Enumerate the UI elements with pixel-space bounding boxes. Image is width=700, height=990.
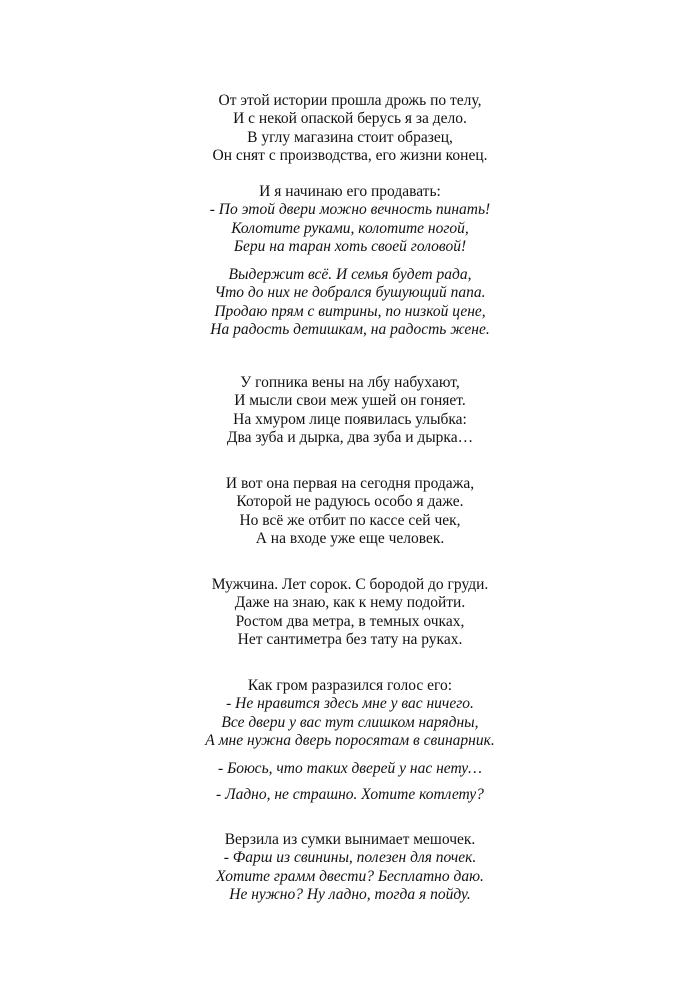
poem-line: На радость детишкам, на радость жене. — [210, 321, 490, 339]
stanza-4 — [0, 374, 700, 448]
stanza-8 — [0, 760, 700, 778]
poem-line: Что до них не добрался бушующий папа. — [214, 284, 486, 302]
poem-line: У гопника вены на лбу набухают, — [240, 374, 460, 391]
poem-line: Не нужно? Ну ладно, тогда я пойду. — [229, 886, 471, 904]
stanza-2 — [0, 183, 700, 257]
poem-line: Верзила из сумки вынимает мешочек. — [224, 831, 476, 848]
poem-line: И с некой опаской берусь я за дело. — [233, 110, 467, 128]
poem-line: Ростом два метра, в темных очках, — [235, 612, 465, 630]
poem-line: Которой не радуюсь особо я даже. — [236, 493, 464, 511]
poem-line: Даже на знаю, как к нему подойти. — [234, 594, 466, 612]
poem-line: В углу магазина стоит образец, — [247, 128, 453, 146]
poem-line: Но всё же отбит по кассе сей чек, — [239, 511, 461, 529]
poem-line: - По этой двери можно вечность пинать! — [209, 201, 491, 219]
poem-line: - Ладно, не страшно. Хотите котлету? — [216, 786, 484, 803]
poem-line: - Боюсь, что таких дверей у нас нету… — [218, 760, 482, 777]
poem-line: А мне нужна дверь поросятам в свинарник. — [205, 732, 495, 750]
poem-line: Все двери у вас тут слишком нарядны, — [221, 713, 479, 731]
poem-line: И я начинаю его продавать: — [259, 183, 441, 200]
poem-line: Колотите руками, колотите ногой, — [231, 219, 469, 237]
poem-line: - Фарш из свинины, полезен для почек. — [223, 849, 477, 867]
poem-line: Выдержит всё. И семья будет рада, — [228, 266, 472, 283]
stanza-10 — [0, 831, 700, 905]
poem-line: Хотите грамм двести? Бесплатно даю. — [216, 867, 484, 885]
poem-line: От этой истории прошла дрожь по телу, — [218, 92, 482, 109]
poem-line: Как гром разразился голос его: — [247, 677, 453, 694]
stanza-6 — [0, 576, 700, 650]
poem-line: Мужчина. Лет сорок. С бородой до груди. — [211, 576, 489, 593]
poem-line: - Не нравится здесь мне у вас ничего. — [226, 695, 474, 713]
stanza-5 — [0, 475, 700, 549]
poem-line: Продаю прям с витрины, по низкой цене, — [214, 302, 486, 320]
poem-line: И мысли свои меж ушей он гоняет. — [234, 392, 466, 410]
stanza-3 — [0, 266, 700, 340]
poem-line: Бери на таран хоть своей головой! — [233, 238, 467, 256]
stanza-7 — [0, 677, 700, 751]
poem-line: Два зуба и дырка, два зуба и дырка… — [226, 429, 474, 447]
stanza-1 — [0, 92, 700, 166]
poem-line: Он снят с производства, его жизни конец. — [212, 147, 488, 165]
poem-line: А на входе уже еще человек. — [255, 530, 445, 548]
poem-line: На хмуром лице появилась улыбка: — [233, 410, 467, 428]
stanza-9 — [0, 786, 700, 804]
poem-line: И вот она первая на сегодня продажа, — [225, 475, 475, 492]
poem-line: Нет сантиметра без тату на руках. — [237, 631, 463, 649]
